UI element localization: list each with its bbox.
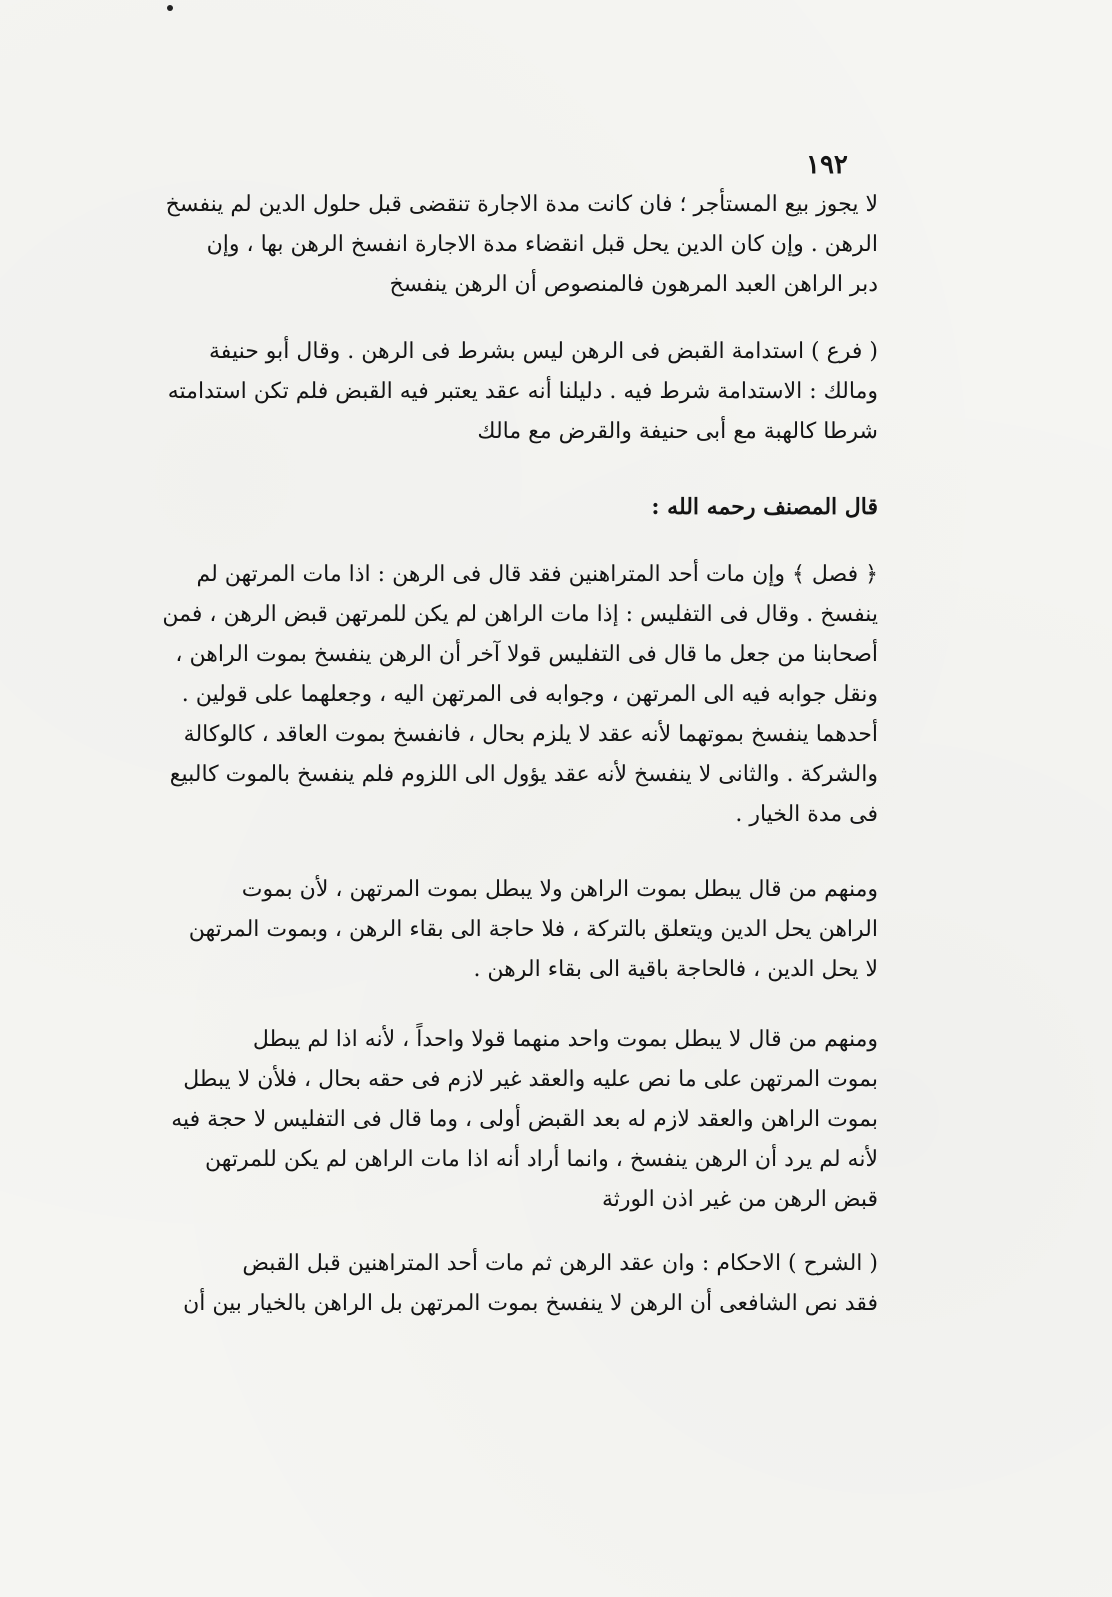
text-line: بموت المرتهن على ما نص عليه والعقد غير لازم فى حقه بحال ، فلأن لا يبطل — [183, 1067, 878, 1092]
text-line: ( الشرح ) الاحكام : وان عقد الرهن ثم مات أحد المتراهنين قبل القبض — [242, 1251, 878, 1276]
text-line: لأنه لم يرد أن الرهن ينفسخ ، وانما أراد أنه اذا مات الراهن لم يكن للمرتهن — [205, 1147, 878, 1172]
text-line: ومنهم من قال لا يبطل بموت واحد منهما قولا واحداً ، لأنه اذا لم يبطل — [252, 1027, 878, 1052]
text-line: ﴿ فصل ﴾ وإن مات أحد المتراهنين فقد قال فى الرهن : اذا مات المرتهن لم — [196, 562, 878, 587]
paragraph-5 — [182, 870, 878, 990]
paragraph-2 — [167, 332, 878, 452]
text-line: شرطا كالهبة مع أبى حنيفة والقرض مع مالك — [477, 419, 878, 444]
text-line: الراهن يحل الدين ويتعلق بالتركة ، فلا حاجة الى بقاء الرهن ، وبموت المرتهن — [188, 917, 878, 942]
text-line: ومالك : الاستدامة شرط فيه . دليلنا أنه عقد يعتبر فيه القبض فلم تكن استدامته — [167, 379, 878, 404]
paragraph-6 — [171, 1020, 878, 1220]
paragraph-1 — [165, 185, 878, 305]
text-line: لا يجوز بيع المستأجر ؛ فان كانت مدة الاجارة تنقضى قبل حلول الدين لم ينفسخ — [165, 192, 878, 217]
text-line: أصحابنا من جعل ما قال فى التفليس قولا آخر أن الرهن ينفسخ بموت الراهن ، — [175, 642, 878, 667]
heading-text: قال المصنف رحمه الله : — [651, 494, 878, 520]
text-line: ونقل جوابه فيه الى المرتهن ، وجوابه فى المرتهن اليه ، وجعلهما على قولين . — [181, 682, 878, 707]
text-line: الرهن . وإن كان الدين يحل قبل انقضاء مدة الاجارة انفسخ الرهن بها ، وإن — [206, 232, 878, 257]
text-line: لا يحل الدين ، فالحاجة باقية الى بقاء الرهن . — [473, 957, 878, 982]
paragraph-sharh — [182, 1244, 878, 1324]
text-line: قبض الرهن من غير اذن الورثة — [602, 1187, 878, 1212]
text-line: أحدهما ينفسخ بموتهما لأنه عقد لا يلزم بحال ، فانفسخ بموت العاقد ، كالوكالة — [183, 722, 878, 747]
text-line: ينفسخ . وقال فى التفليس : إذا مات الراهن لم يكن للمرتهن قبض الرهن ، فمن — [162, 602, 878, 627]
paragraph-fasl — [162, 555, 878, 835]
text-line: فقد نص الشافعى أن الرهن لا ينفسخ بموت المرتهن بل الراهن بالخيار بين أن — [183, 1291, 878, 1316]
text-line: دبر الراهن العبد المرهون فالمنصوص أن الرهن ينفسخ — [389, 272, 878, 297]
text-line: فى مدة الخيار . — [735, 802, 878, 827]
text-line: والشركة . والثانى لا ينفسخ لأنه عقد يؤول الى اللزوم فلم ينفسخ بالموت كالبيع — [169, 762, 878, 787]
text-line: ( فرع ) استدامة القبض فى الرهن ليس بشرط فى الرهن . وقال أبو حنيفة — [209, 339, 878, 364]
page-number: ١٩٢ — [806, 150, 848, 180]
text-line: بموت الراهن والعقد لازم له بعد القبض أولى ، وما قال فى التفليس لا حجة فيه — [171, 1107, 878, 1132]
author-heading — [182, 487, 878, 527]
text-line: ومنهم من قال يبطل بموت الراهن ولا يبطل بموت المرتهن ، لأن بموت — [241, 877, 878, 902]
ink-speck — [167, 5, 173, 11]
